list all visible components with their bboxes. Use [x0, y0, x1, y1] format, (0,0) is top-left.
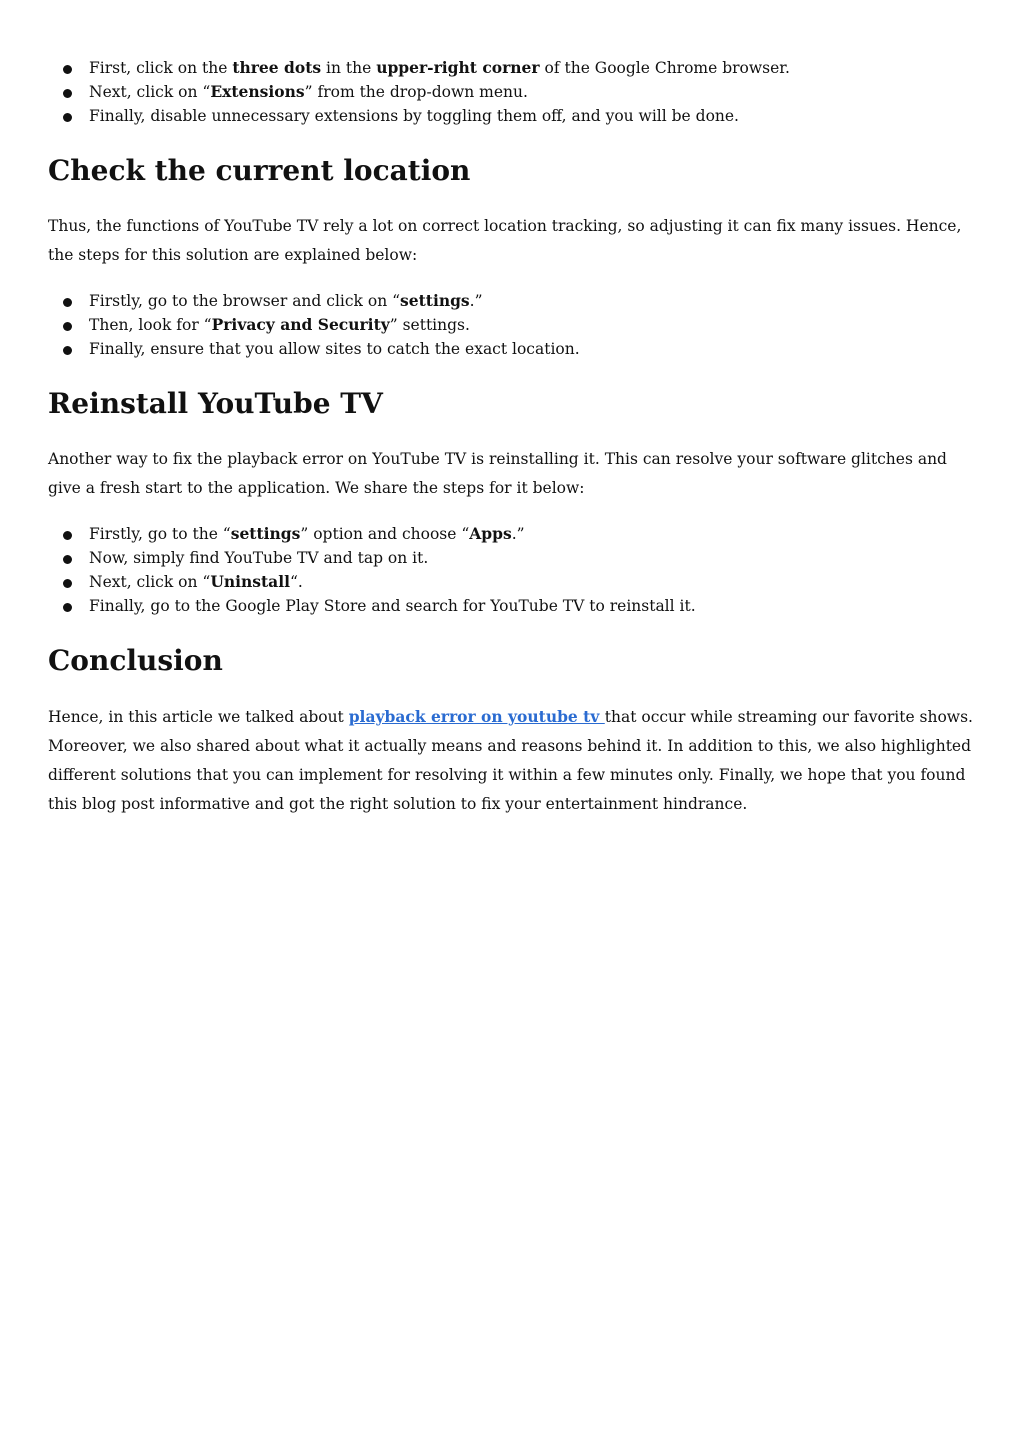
list-item: First, click on the three dots in the upper-right corner of the Google Chrome browser.	[48, 56, 978, 80]
conclusion-text-rest: that occur while streaming our favorite shows. Moreover, we also shared about what it actually means and reasons behind it. In addition to this, we also highlighted different solutions that you can implement for resolving it within a few minutes only. Finally, we hope that you found this blog post informative and got the right solution to fix your entertainment hindrance.	[48, 708, 973, 813]
list-item: Firstly, go to the “settings” option and choose “Apps.”	[48, 522, 978, 546]
section-paragraph-location: Thus, the functions of YouTube TV rely a lot on correct location tracking, so adjusting it can fix many issues. Hence, the steps for this solution are explained below:	[48, 217, 962, 264]
list-item: Finally, go to the Google Play Store and search for YouTube TV to reinstall it.	[48, 594, 978, 618]
playback-error-link[interactable]: playback error on youtube tv	[348, 707, 605, 726]
section-heading-reinstall: Reinstall YouTube TV	[48, 387, 383, 420]
list-item: Firstly, go to the browser and click on “settings.”	[48, 289, 978, 313]
list-item: Finally, ensure that you allow sites to catch the exact location.	[48, 337, 978, 361]
reinstall-steps-list	[48, 522, 978, 618]
extensions-steps-list	[48, 56, 978, 128]
section-heading-conclusion: Conclusion	[48, 644, 223, 677]
article-body	[48, 56, 978, 819]
section-heading-location: Check the current location	[48, 154, 471, 187]
conclusion-text-start: Hence, in this article we talked about	[48, 708, 349, 726]
location-steps-list	[48, 289, 978, 361]
section-paragraph-conclusion	[48, 702, 978, 819]
list-item: Now, simply find YouTube TV and tap on it.	[48, 546, 978, 570]
list-item: Finally, disable unnecessary extensions by toggling them off, and you will be done.	[48, 104, 978, 128]
list-item: Next, click on “Extensions” from the drop-down menu.	[48, 80, 978, 104]
section-paragraph-reinstall: Another way to fix the playback error on YouTube TV is reinstalling it. This can resolve your software glitches and give a fresh start to the application. We share the steps for it below:	[48, 450, 947, 497]
list-item: Then, look for “Privacy and Security” settings.	[48, 313, 978, 337]
list-item: Next, click on “Uninstall“.	[48, 570, 978, 594]
